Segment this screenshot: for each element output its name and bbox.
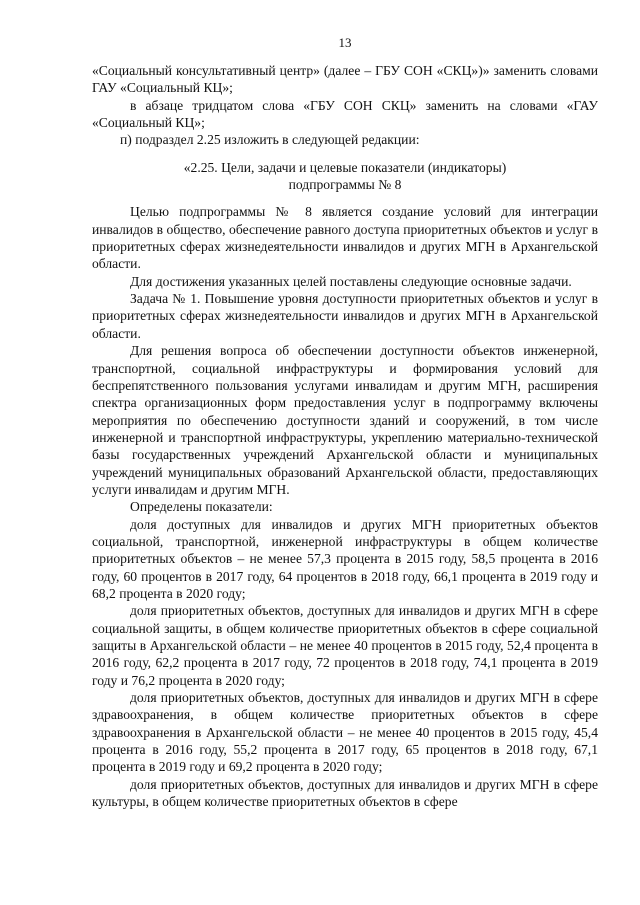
paragraph-tasks-intro: Для достижения указанных целей поставлены следующие основные задачи. (130, 273, 572, 289)
paragraph-measures: Для решения вопроса об обеспечении доступности объектов инженерной, транспортной, социальной инфраструктуры и формирования условий для беспрепятственного пользования услугами инвалидам и другим МГН, расширения спектра организационных форм предоставления услуг в подпрограмму включены мероприятия по обеспечению доступности зданий и сооружений, в том числе инженерной и транспортной инфраструктуры, укреплению материально-технической базы государственных учреждений Архангельской области и муниципальных учреждений муниципальных образований Архангельской области, предоставляющих услуги инвалидам и другим МГН. (92, 343, 598, 497)
paragraph-indicators-intro: Определены показатели: (130, 499, 273, 515)
paragraph-goal: Целью подпрограммы № 8 является создание условий для интеграции инвалидов в общество, обеспечение равного доступа приоритетных объектов и услуг в приоритетных сферах жизнедеятельности инвалидов и других МГН в Архангельской области. (92, 204, 598, 272)
paragraph-2: в абзаце тридцатом слова «ГБУ СОН СКЦ» заменить на словами «ГАУ «Социальный КЦ»; (92, 97, 598, 131)
document-page (92, 34, 598, 894)
paragraph-indicator-3: доля приоритетных объектов, доступных для инвалидов и других МГН в сфере здравоохранения, в общем количестве приоритетных объектов в сфере здравоохранения в Архангельской области – не менее 40 процентов в 2015 году, 45,4 процента в 2016 году, 55,2 процента в 2017 году, 65 процентов в 2018 году, 67,1 процента в 2019 году и 69,2 процента в 2020 году; (92, 690, 598, 775)
section-heading (92, 159, 598, 194)
paragraph-task-1: Задача № 1. Повышение уровня доступности приоритетных объектов и услуг в приоритетных сферах жизнедеятельности инвалидов и других МГН в Архангельской области. (92, 291, 598, 341)
paragraph-indicator-4: доля приоритетных объектов, доступных для инвалидов и других МГН в сфере культуры, в общем количестве приоритетных объектов в сфере (92, 776, 598, 810)
paragraph-3: п) подраздел 2.25 изложить в следующей редакции: (120, 132, 420, 148)
section-heading-line-1: «2.25. Цели, задачи и целевые показатели (индикаторы) (183, 159, 507, 175)
paragraph-1: «Социальный консультативный центр» (далее – ГБУ СОН «СКЦ»)» заменить словами ГАУ «Социальный КЦ»; (92, 63, 598, 96)
section-heading-line-2: подпрограммы № 8 (288, 177, 402, 193)
paragraph-indicator-2: доля приоритетных объектов, доступных для инвалидов и других МГН в сфере социальной защиты, в общем количестве приоритетных объектов в сфере социальной защиты в Архангельской области – не менее 40 процентов в 2015 году, 52,4 процента в 2016 году, 62,2 процента в 2017 году, 72 процентов в 2018 году, 74,1 процента в 2019 году и 76,2 процента в 2020 году; (92, 603, 598, 688)
page-number: 13 (338, 35, 352, 50)
paragraph-indicator-1: доля доступных для инвалидов и других МГН приоритетных объектов социальной, транспортной, инженерной инфраструктуры в общем количестве приоритетных объектов – не менее 57,3 процента в 2015 году, 58,5 процента в 2016 году, 60 процентов в 2017 году, 64 процентов в 2018 году, 66,1 процента в 2019 году и 68,2 процента в 2020 году; (92, 516, 598, 601)
